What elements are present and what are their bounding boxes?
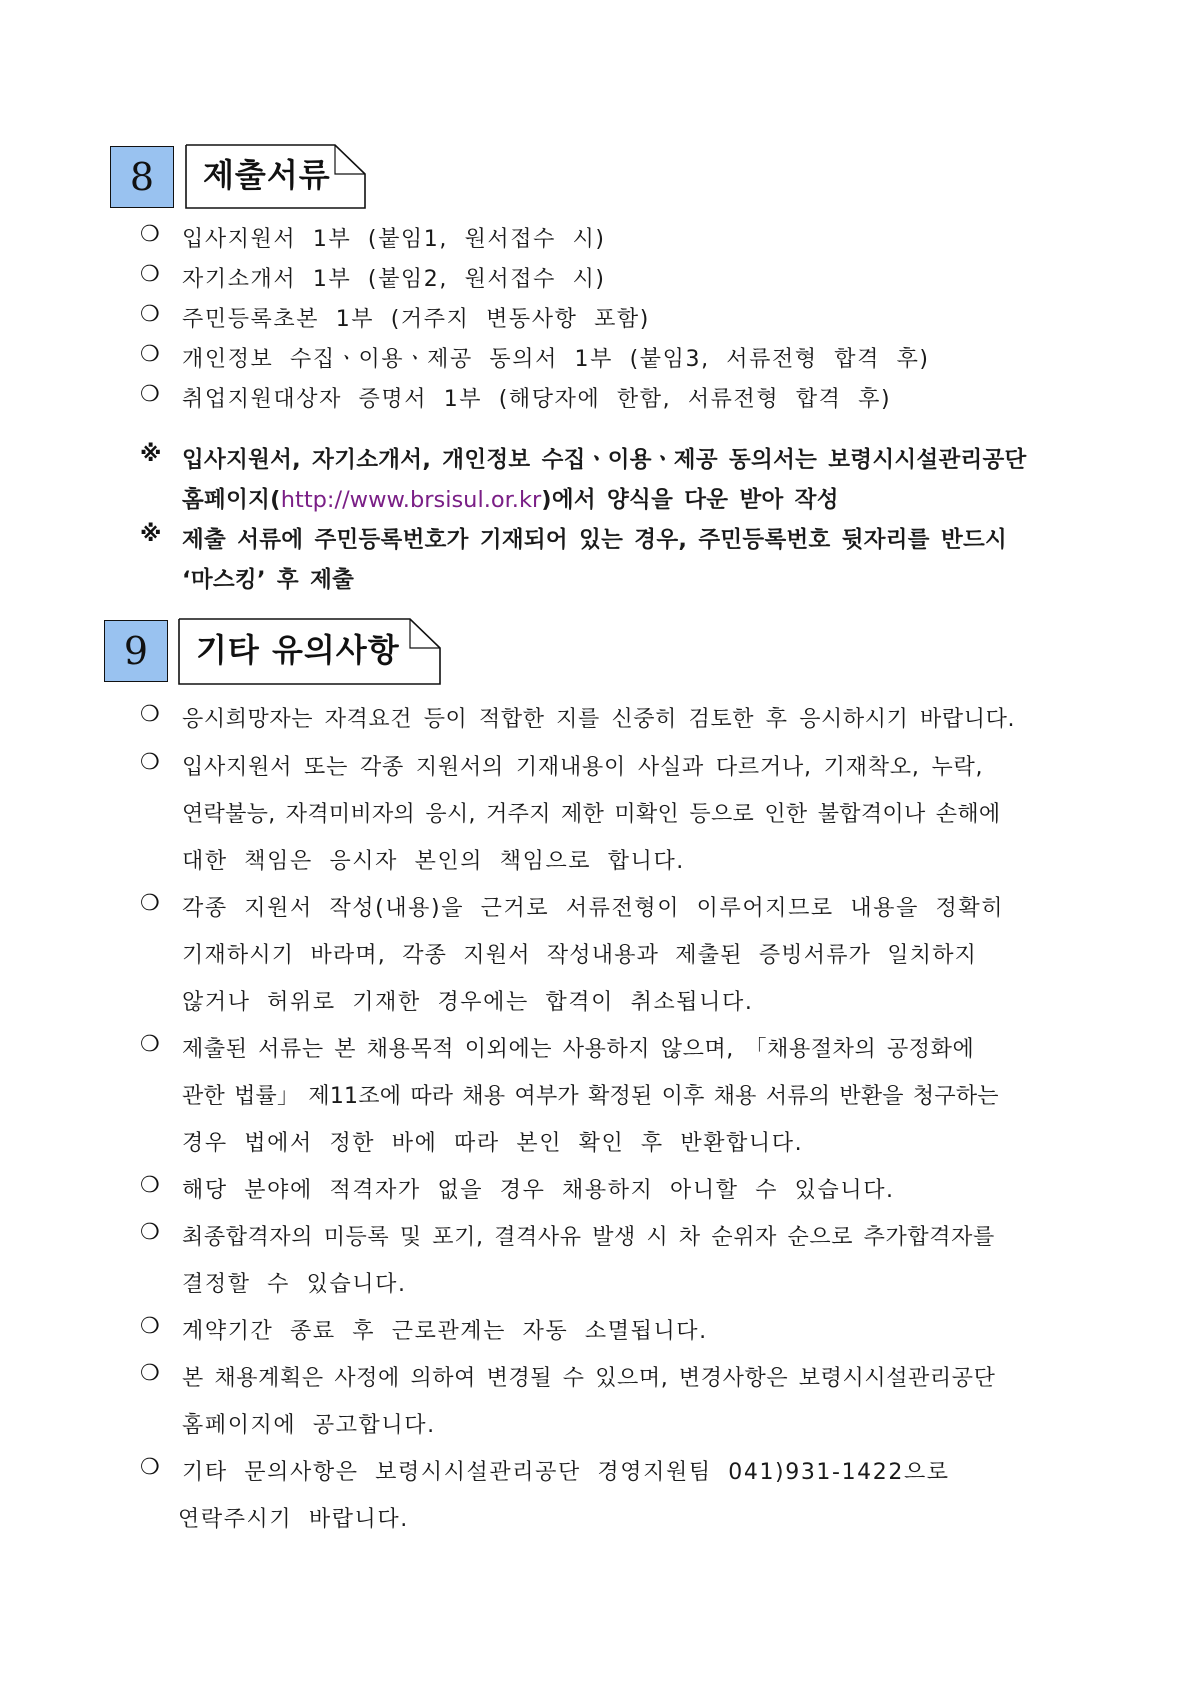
circle-bullet-icon: ❍ [140, 1220, 162, 1245]
list-item-text: 개인정보 수집ㆍ이용ㆍ제공 동의서 1부 (붙임3, 서류전형 합격 후) [182, 347, 930, 372]
note-text: ‘마스킹’ 후 제출 [182, 567, 355, 593]
section-title-box [185, 144, 365, 208]
circle-bullet-icon: ❍ [140, 750, 162, 775]
note-text: 제출 서류에 주민등록번호가 기재되어 있는 경우, 주민등록번호 뒷자리를 반드시 [182, 527, 1008, 553]
section-title-box [178, 618, 440, 684]
note-text: )에서 양식을 다운 받아 작성 [541, 487, 839, 513]
circle-bullet-icon: ❍ [140, 222, 162, 247]
circle-bullet-icon: ❍ [140, 382, 162, 407]
list-item-continued: 않거나 허위로 기재한 경우에는 합격이 취소됩니다. [182, 990, 754, 1015]
homepage-link[interactable]: http://www.brsisul.or.kr [280, 487, 542, 513]
list-item-text: 자기소개서 1부 (붙임2, 원서접수 시) [182, 267, 606, 292]
list-item-text: 제출된 서류는 본 채용목적 이외에는 사용하지 않으며, 「채용절차의 공정화에 [182, 1037, 975, 1062]
list-item-continued: 경우 법에서 정한 바에 따라 본인 확인 후 반환합니다. [182, 1131, 804, 1156]
list-item-continued: 홈페이지에 공고합니다. [182, 1413, 436, 1438]
note-text: 홈페이지( [182, 487, 281, 513]
list-item-continued: 관한 법률」 제11조에 따라 채용 여부가 확정된 이후 채용 서류의 반환을 청구하는 [182, 1084, 999, 1109]
reference-mark-icon: ※ [140, 442, 162, 467]
circle-bullet-icon: ❍ [140, 1361, 162, 1386]
section-number-box: 8 [110, 146, 174, 208]
reference-mark-icon: ※ [140, 522, 162, 547]
list-item-continued: 기재하시기 바라며, 각종 지원서 작성내용과 제출된 증빙서류가 일치하지 [182, 943, 978, 968]
list-item-text: 입사지원서 1부 (붙임1, 원서접수 시) [182, 227, 606, 252]
circle-bullet-icon: ❍ [140, 262, 162, 287]
circle-bullet-icon: ❍ [140, 1173, 162, 1198]
section-number-box: 9 [104, 620, 168, 682]
circle-bullet-icon: ❍ [140, 702, 162, 727]
list-item-continued: 연락주시기 바랍니다. [178, 1507, 409, 1532]
list-item-text: 본 채용계획은 사정에 의하여 변경될 수 있으며, 변경사항은 보령시시설관리공단 [182, 1366, 996, 1391]
list-item-text: 주민등록초본 1부 (거주지 변동사항 포함) [182, 307, 650, 332]
circle-bullet-icon: ❍ [140, 342, 162, 367]
section-title: 기타 유의사항 [196, 631, 400, 669]
note-1-continued [182, 482, 839, 514]
list-item-text: 최종합격자의 미등록 및 포기, 결격사유 발생 시 차 순위자 순으로 추가합격자를 [182, 1225, 995, 1250]
circle-bullet-icon: ❍ [140, 1032, 162, 1057]
list-item-text: 응시희망자는 자격요건 등이 적합한 지를 신중히 검토한 후 응시하시기 바랍니다. [182, 707, 1016, 732]
list-item-continued: 대한 책임은 응시자 본인의 책임으로 합니다. [182, 849, 685, 874]
list-item-text: 입사지원서 또는 각종 지원서의 기재내용이 사실과 다르거나, 기재착오, 누락, [182, 755, 984, 780]
list-item-text: 각종 지원서 작성(내용)을 근거로 서류전형이 이루어지므로 내용을 정확히 [182, 896, 1005, 921]
note-2-continued [182, 562, 354, 594]
list-item-text: 취업지원대상자 증명서 1부 (해당자에 한함, 서류전형 합격 후) [182, 387, 892, 412]
circle-bullet-icon: ❍ [140, 1314, 162, 1339]
section-title: 제출서류 [203, 156, 331, 194]
list-item-continued: 연락불능, 자격미비자의 응시, 거주지 제한 미확인 등으로 인한 불합격이나 손해에 [182, 802, 1001, 827]
list-item-text: 기타 문의사항은 보령시시설관리공단 경영지원팀 041)931-1422으로 [182, 1460, 950, 1485]
circle-bullet-icon: ❍ [140, 302, 162, 327]
note-text: 입사지원서, 자기소개서, 개인정보 수집ㆍ이용ㆍ제공 동의서는 보령시시설관리공단 [182, 447, 1027, 473]
list-item-text: 계약기간 종료 후 근로관계는 자동 소멸됩니다. [182, 1319, 708, 1344]
circle-bullet-icon: ❍ [140, 891, 162, 916]
list-item-continued: 결정할 수 있습니다. [182, 1272, 407, 1297]
circle-bullet-icon: ❍ [140, 1455, 162, 1480]
list-item-text: 해당 분야에 적격자가 없을 경우 채용하지 아니할 수 있습니다. [182, 1178, 895, 1203]
